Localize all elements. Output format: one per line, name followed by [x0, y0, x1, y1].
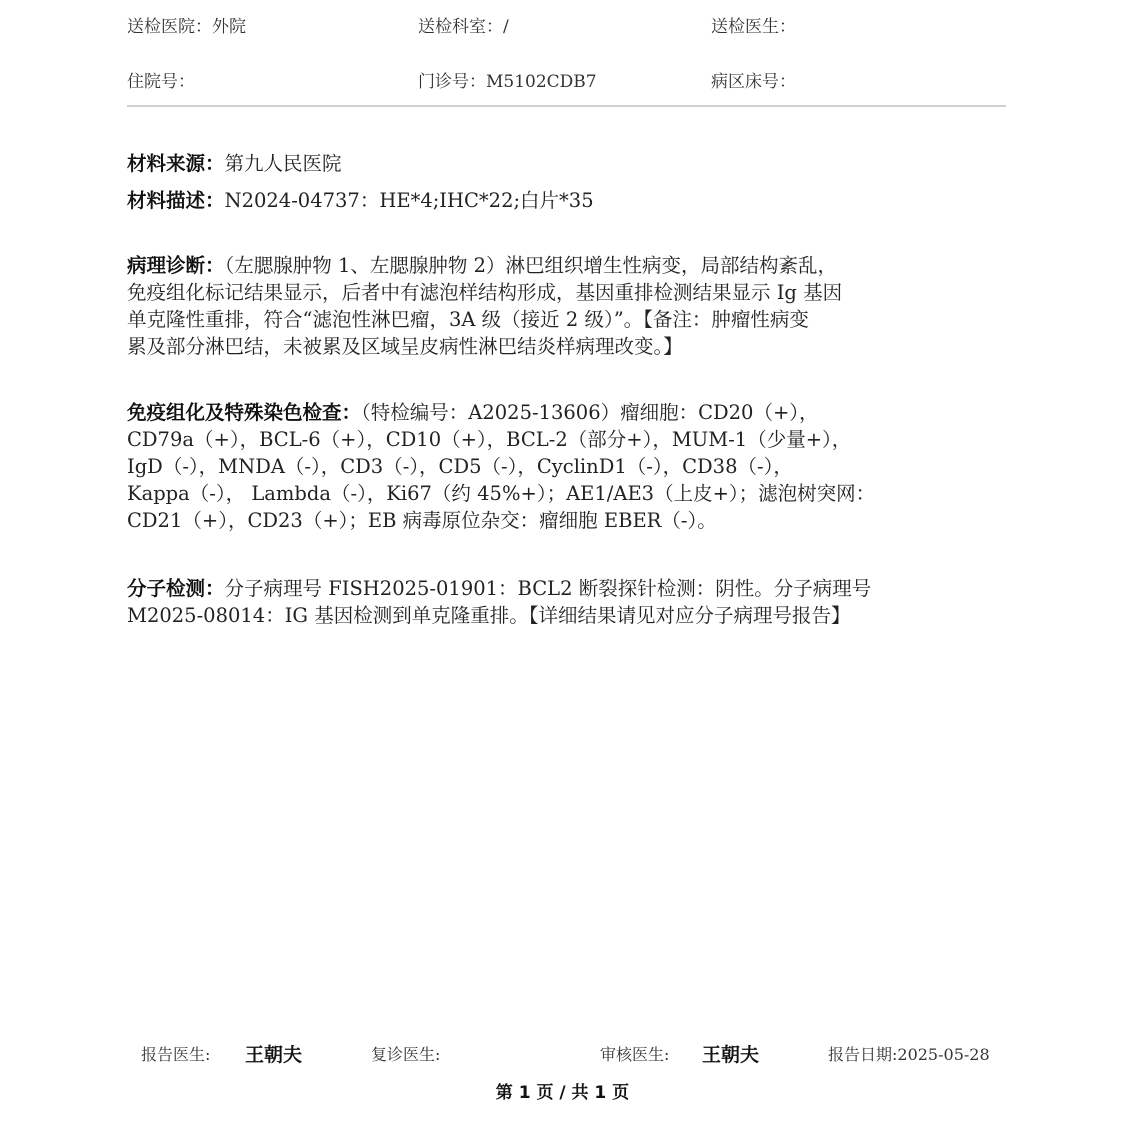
material-description-value: N2024-04737：HE*4;IHC*22;白片*35	[224, 189, 594, 212]
page-number: 第 1 页 / 共 1 页	[495, 1083, 630, 1103]
header-row-1	[0, 12, 1125, 42]
molecular-label: 分子检测：	[127, 577, 225, 600]
header-divider	[127, 105, 1006, 107]
report-doctor-name: 王朝夫	[245, 1044, 303, 1066]
ihc-line: CD79a（+），BCL-6（+），CD10（+），BCL-2（部分+），MUM-1（少量+），	[127, 428, 852, 451]
material-source	[127, 150, 997, 177]
audit-doctor-name: 王朝夫	[702, 1044, 760, 1066]
molecular-line: M2025-08014：IG 基因检测到单克隆重排。【详细结果请见对应分子病理号报告】	[127, 604, 851, 627]
ihc-line: IgD（-），MNDA（-），CD3（-），CD5（-），CyclinD1（-），CD38（-），	[127, 455, 793, 478]
audit-doctor-label: 审核医生:	[600, 1045, 670, 1064]
material-description-label: 材料描述：	[127, 189, 225, 212]
department-field: 送检科室：/	[418, 17, 509, 37]
material-source-label: 材料来源：	[127, 152, 225, 175]
header-row-2	[0, 67, 1125, 97]
diagnosis-line	[127, 252, 997, 279]
ward-bed-field: 病区床号：	[711, 72, 796, 92]
ihc-line: Kappa（-）， Lambda（-），Ki67（约 45%+）；AE1/AE3（上皮+）；滤泡树突网：	[127, 482, 876, 505]
material-description	[127, 187, 997, 214]
referring-doctor-field: 送检医生：	[711, 17, 796, 37]
molecular-line	[127, 575, 997, 602]
inpatient-number-field: 住院号：	[127, 72, 195, 92]
molecular-text: 分子病理号 FISH2025-01901：BCL2 断裂探针检测：阴性。分子病理号	[224, 577, 872, 600]
signature-row	[0, 1040, 1125, 1070]
diagnosis-label: 病理诊断：	[127, 254, 225, 277]
diagnosis-text: （左腮腺肿物 1、左腮腺肿物 2）淋巴组织增生性病变，局部结构紊乱，	[224, 254, 837, 277]
review-doctor-label: 复诊医生:	[371, 1045, 441, 1064]
ihc-label: 免疫组化及特殊染色检查：	[127, 401, 362, 424]
report-date: 报告日期:2025-05-28	[828, 1045, 990, 1064]
ihc-line: CD21（+），CD23（+）；EB 病毒原位杂交：瘤细胞 EBER（-）。	[127, 509, 717, 532]
outpatient-number-field: 门诊号：M5102CDB7	[418, 72, 597, 92]
ihc-line	[127, 399, 997, 426]
immunohistochemistry	[127, 399, 997, 534]
diagnosis-line: 单克隆性重排，符合“滤泡性淋巴瘤，3A 级（接近 2 级）”。【备注：肿瘤性病变	[127, 308, 809, 331]
pathology-diagnosis	[127, 252, 997, 360]
material-source-value: 第九人民医院	[224, 152, 342, 175]
report-doctor-label: 报告医生:	[141, 1045, 211, 1064]
diagnosis-line: 累及部分淋巴结，未被累及区域呈皮病性淋巴结炎样病理改变。】	[127, 335, 683, 358]
molecular-testing	[127, 575, 997, 629]
hospital-field: 送检医院：外院	[127, 17, 246, 37]
ihc-text: （特检编号：A2025-13606）瘤细胞：CD20（+），	[361, 401, 819, 424]
diagnosis-line: 免疫组化标记结果显示，后者中有滤泡样结构形成，基因重排检测结果显示 Ig 基因	[127, 281, 843, 304]
